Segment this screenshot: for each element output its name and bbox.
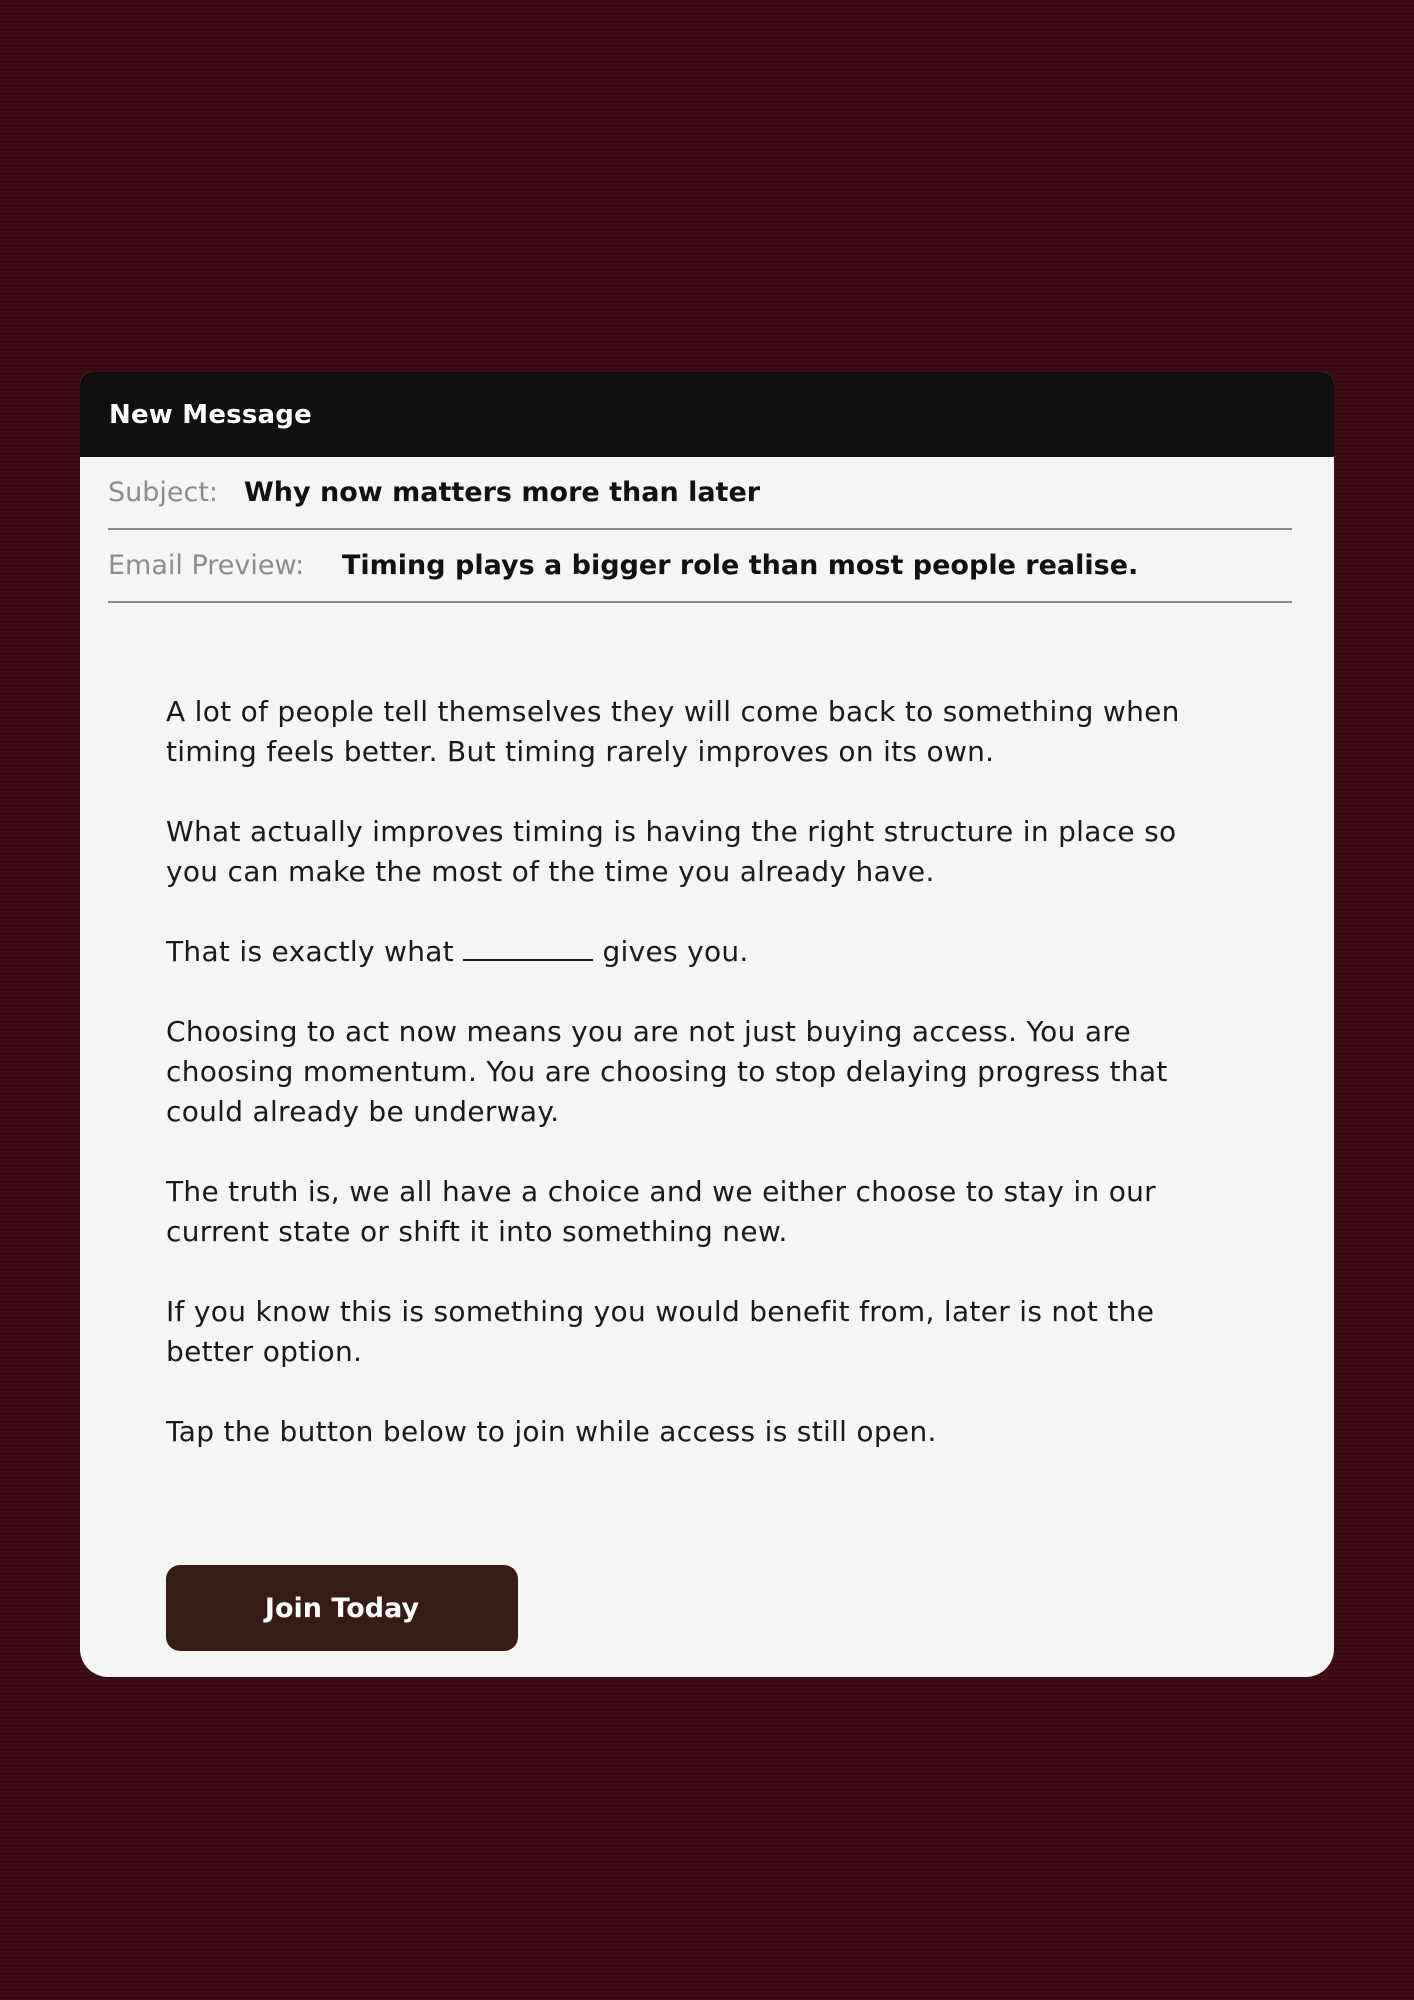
- preview-label: Email Preview:: [108, 550, 305, 581]
- email-body[interactable]: [166, 692, 1206, 1492]
- subject-field[interactable]: Why now matters more than later: [244, 477, 761, 508]
- blank-placeholder-line: [463, 935, 593, 961]
- body-paragraph: If you know this is something you would benefit from, later is not the better option.: [166, 1295, 1155, 1368]
- window-titlebar: [80, 372, 1334, 457]
- window-title: New Message: [109, 399, 312, 430]
- join-today-button[interactable]: Join Today: [166, 1565, 518, 1651]
- subject-label: Subject:: [108, 477, 219, 508]
- preview-row[interactable]: [108, 530, 1292, 603]
- body-paragraph: What actually improves timing is having the right structure in place so you can make the most of the time you already have.: [166, 815, 1177, 888]
- body-paragraph: A lot of people tell themselves they will come back to something when timing feels better. But timing rarely improves on its own.: [166, 695, 1180, 768]
- body-text-fragment: That is exactly what: [166, 935, 455, 968]
- body-paragraph: [166, 932, 1206, 972]
- email-compose-window: [80, 372, 1334, 1677]
- body-text-fragment: gives you.: [602, 935, 749, 968]
- body-paragraph: Tap the button below to join while access is still open.: [166, 1415, 937, 1448]
- body-paragraph: The truth is, we all have a choice and we either choose to stay in our current state or shift it into something new.: [166, 1175, 1156, 1248]
- preview-field[interactable]: Timing plays a bigger role than most people realise.: [342, 550, 1139, 581]
- body-paragraph: Choosing to act now means you are not just buying access. You are choosing momentum. You are choosing to stop delaying progress that could already be underway.: [166, 1015, 1168, 1128]
- subject-row[interactable]: [108, 457, 1292, 530]
